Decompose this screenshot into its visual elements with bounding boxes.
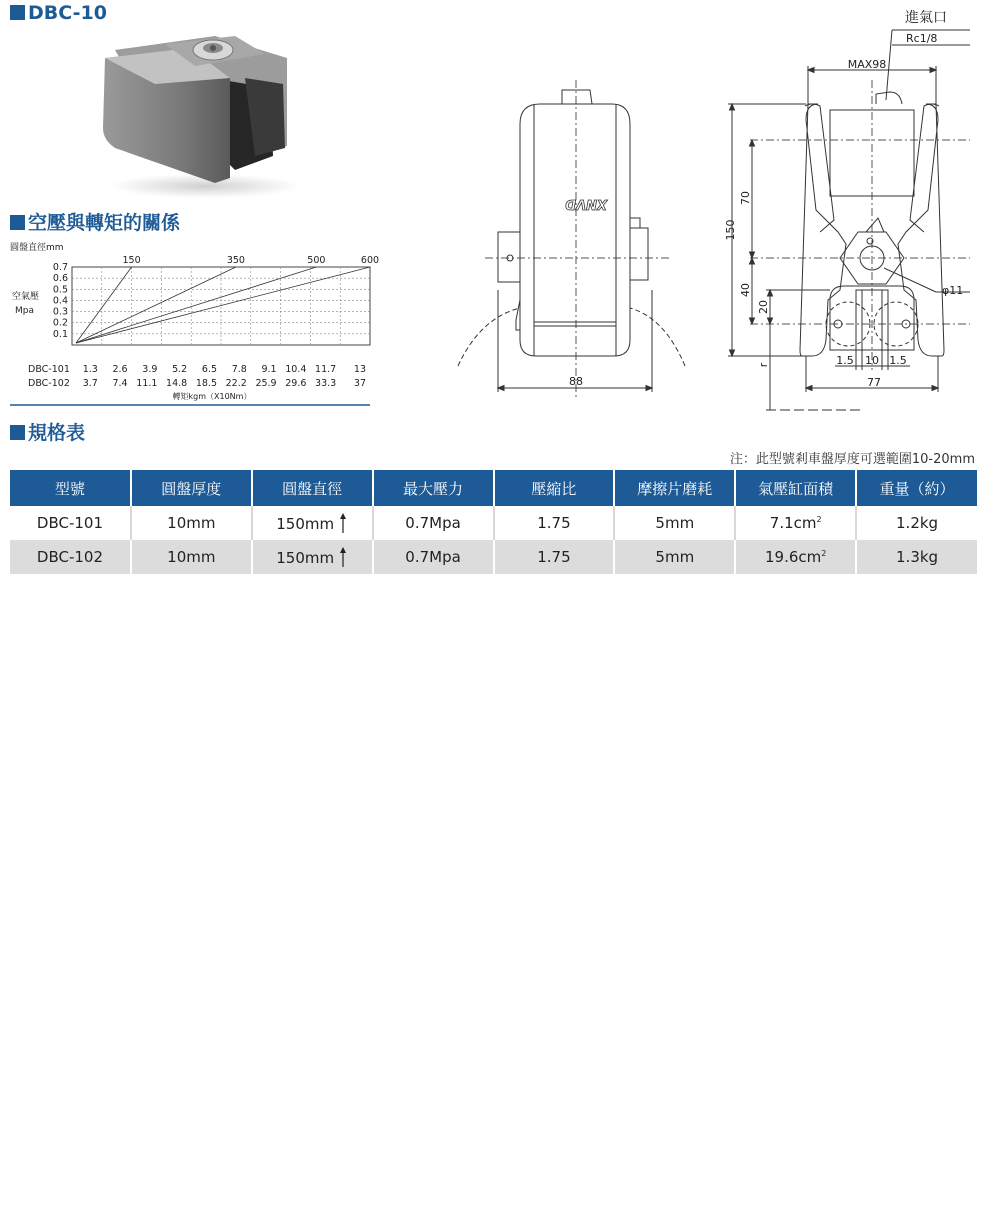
dim-h40: 40 (739, 283, 752, 297)
chart-y-tick-label: 0.1 (52, 328, 68, 340)
cell-wear: 5mm (614, 540, 735, 574)
area-value: 7.1cm (769, 514, 817, 532)
chart-y-tick-label: 0.7 (52, 262, 68, 273)
title-square-icon (10, 5, 25, 20)
chart-x-tick-dbc101: 5.2 (172, 364, 188, 375)
chart-x-tick-dbc102: 22.2 (225, 378, 247, 389)
thread-label: Rc1/8 (906, 32, 938, 45)
chart-y-tick-label: 0.3 (52, 306, 68, 318)
chart-series-label: 500 (307, 255, 326, 266)
diameter-value: 150mm (276, 549, 335, 567)
chart-x-tick-dbc101: 2.6 (112, 364, 128, 375)
chart-x-tick-dbc102: 25.9 (255, 378, 277, 389)
cell-wear: 5mm (614, 506, 735, 540)
chart-ylabel: 空氣壓 (12, 292, 40, 302)
product-photo (95, 28, 300, 198)
table-row (10, 506, 977, 540)
cell-thickness: 10mm (131, 506, 252, 540)
chart-x-tick-dbc101: 9.1 (261, 364, 277, 375)
chart-x-tick-dbc102: 37 (353, 378, 366, 389)
chart-series-label: 150 (122, 255, 141, 266)
dim-front-width: 88 (569, 375, 583, 388)
chart-ylabel-unit: Mpa (15, 306, 34, 316)
inlet-label: 進氣口 (905, 10, 947, 26)
cell-ratio: 1.75 (494, 540, 615, 574)
chart-series-label: 350 (226, 255, 245, 266)
cell-area (735, 540, 856, 574)
front-view (458, 80, 685, 400)
chart-x-tick-dbc102: 7.4 (112, 378, 128, 389)
header-pressure: 最大壓力 (373, 470, 494, 506)
chart-x-tick-dbc102: 14.8 (166, 378, 188, 389)
cell-area (735, 506, 856, 540)
cell-thickness: 10mm (131, 540, 252, 574)
arrow-up-icon (338, 513, 348, 533)
cell-model: DBC-101 (10, 506, 131, 540)
chart-x-ticks (83, 364, 366, 389)
dim-hole: φ11 (942, 284, 964, 297)
diameter-value: 150mm (276, 515, 335, 533)
header-wear: 摩擦片磨耗 (614, 470, 735, 506)
side-view (724, 58, 970, 410)
chart-y-ticks (53, 262, 68, 340)
chart-x-tick-dbc102: 29.6 (285, 378, 307, 389)
area-superscript: 2 (816, 515, 822, 524)
chart-series-labels (123, 255, 380, 266)
cell-weight: 1.2kg (856, 506, 977, 540)
chart-y-tick-label: 0.6 (52, 273, 68, 285)
area-superscript: 2 (821, 549, 827, 558)
chart-x-tick-dbc102: 33.3 (315, 378, 337, 389)
row-label-dbc101: DBC-101 (28, 364, 70, 375)
cell-diameter (252, 506, 373, 540)
area-value: 19.6cm (765, 548, 822, 566)
chart-y-tick-label: 0.2 (52, 317, 68, 329)
header-area: 氣壓缸面積 (735, 470, 856, 506)
chart-x-tick-dbc101: 6.5 (201, 364, 217, 375)
chart-x-tick-dbc101: 13 (353, 364, 366, 375)
product-title: DBC-10 (10, 2, 107, 24)
chart-series-label: 600 (360, 255, 380, 266)
chart-title-square-icon (10, 215, 25, 230)
dim-gap-left: 1.5 (836, 354, 854, 367)
technical-drawing (440, 0, 980, 420)
chart-series-line (76, 267, 236, 343)
chart-x-tick-dbc102: 11.1 (136, 378, 158, 389)
header-diameter: 圓盤直徑 (252, 470, 373, 506)
chart-y-tick-label: 0.5 (52, 284, 68, 296)
chart-x-tick-dbc101: 11.7 (315, 364, 337, 375)
chart-x-tick-dbc101: 10.4 (285, 364, 307, 375)
cell-diameter (252, 540, 373, 574)
brand-logo: XNVD (565, 196, 607, 211)
spec-section-title: 規格表 (10, 418, 85, 445)
cell-ratio: 1.75 (494, 506, 615, 540)
spec-header-row (10, 470, 977, 506)
chart-x-tick-dbc101: 1.3 (82, 364, 98, 375)
chart-section-title: 空壓與轉矩的關係 (10, 208, 180, 235)
cell-pressure: 0.7Mpa (373, 540, 494, 574)
dim-h20: 20 (757, 300, 770, 314)
chart-xlabel: 轉矩kgm（X10Nm） (172, 392, 252, 401)
spec-title-square-icon (10, 425, 25, 440)
chart-x-tick-dbc101: 7.8 (231, 364, 247, 375)
cell-pressure: 0.7Mpa (373, 506, 494, 540)
dim-gap-mid: 10 (865, 354, 879, 367)
spec-note: 注：此型號剎車盤厚度可選範圍10-20mm (729, 452, 975, 467)
chart-x-tick-dbc102: 18.5 (195, 378, 217, 389)
cell-weight: 1.3kg (856, 540, 977, 574)
dim-radius: r (757, 362, 770, 368)
header-thickness: 圓盤厚度 (131, 470, 252, 506)
header-model: 型號 (10, 470, 131, 506)
chart-x-tick-dbc102: 3.7 (82, 378, 98, 389)
chart-x-tick-dbc101: 3.9 (142, 364, 158, 375)
chart-top-label: 圓盤直徑mm (10, 243, 64, 253)
header-weight: 重量（約） (856, 470, 977, 506)
dim-max-width: MAX98 (847, 58, 887, 71)
header-ratio: 壓縮比 (494, 470, 615, 506)
dim-h70: 70 (739, 191, 752, 205)
chart-y-tick-label: 0.4 (52, 295, 68, 307)
pressure-torque-chart (0, 235, 380, 410)
spec-table (10, 470, 977, 574)
row-label-dbc102: DBC-102 (28, 378, 70, 389)
dim-gap-right: 1.5 (889, 354, 907, 367)
cell-model: DBC-102 (10, 540, 131, 574)
dim-height-total: 150 (724, 219, 737, 241)
table-row (10, 540, 977, 574)
dim-side-width: 77 (867, 376, 881, 389)
arrow-up-icon (338, 547, 348, 567)
